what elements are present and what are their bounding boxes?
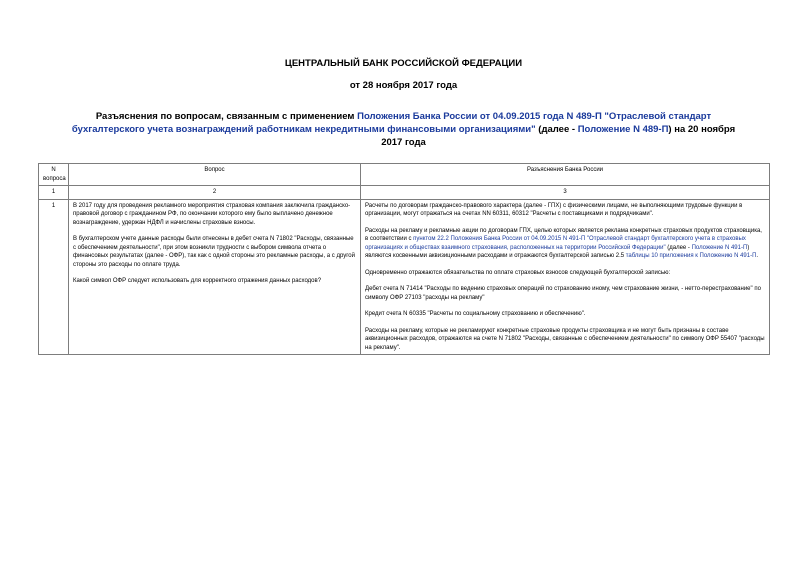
header-answer: Разъяснения Банка России	[361, 164, 770, 186]
question-paragraph: Какой символ ОФР следует использовать для корректного отражения данных расходов?	[73, 278, 322, 284]
table-10-link[interactable]: таблицы 10 приложения к Положению N 491-П	[625, 253, 757, 259]
table-index-row	[39, 186, 770, 200]
answer-paragraph	[365, 227, 765, 261]
answer-text: Расходы на рекламу и рекламные акции по договорам ГПХ, целью которых является реклама конкретных страховых продуктов страховщика, в соответствии с	[365, 227, 762, 242]
bank-name: ЦЕНТРАЛЬНЫЙ БАНК РОССИЙСКОЙ ФЕДЕРАЦИИ	[284, 58, 523, 69]
header-question: Вопрос	[69, 164, 361, 186]
question-paragraph: В 2017 году для проведения рекламного мероприятия страховая компания заключила гражданско-правовой договор с гражданином РФ, по окончании которого ему было выплачено денежное вознаграждение, удержан НДФЛ и начислены страховые взносы.	[73, 202, 351, 226]
answer-cell	[361, 199, 770, 355]
answer-text: ) являются косвенными аквизиционными расходами и отражаются бухгалтерской записью 2.5	[365, 244, 750, 259]
document-date: от 28 ноября 2017 года	[349, 80, 458, 91]
index-cell: 3	[361, 186, 770, 200]
index-cell: 2	[69, 186, 361, 200]
answer-text: .	[756, 253, 759, 259]
index-cell: 1	[39, 186, 69, 200]
regulation-489-short-link[interactable]: Положение N 489-П	[577, 124, 669, 135]
regulation-491-item-link[interactable]: пунктом 22.2 Положения Банка России от 04.09.2015 N 491-П "Отраслевой стандарт бухгалтерского учета в страховых организациях и обществах взаимного страхования, расположенных на территории Российской Федерации"	[365, 236, 746, 251]
regulation-489-link[interactable]: Положения Банка России от 04.09.2015 года N 489-П "Отраслевой стандарт бухгалтерского учета вознаграждений работникам некредитными финансовыми организациями"	[71, 111, 712, 135]
table-header-row	[39, 164, 770, 186]
answer-paragraph: Кредит счета N 60335 "Расчеты по социальному страхованию и обеспечению".	[365, 311, 586, 317]
title-suffix: ) на 20 ноября 2017 года	[381, 124, 736, 148]
answer-paragraph: Расходы на рекламу, которые не рекламируют конкретные страховые продукты страховщика и не могут быть признаны в составе аквизиционных расходов, отражаются на счете N 71802 "Расходы, связанные с обеспечением деятельности" по символу ОФР 55407 "расходы на рекламу".	[365, 327, 765, 351]
row-number: 1	[39, 199, 69, 355]
answer-text: (далее -	[665, 244, 692, 251]
clarifications-table	[38, 163, 770, 355]
answer-paragraph: Расчеты по договорам гражданско-правового характера (далее - ГПХ) с физическими лицами, не выполняющими трудовые функции в организации, могут отражаться на счетах NN 60311, 60312 "Расчеты с поставщиками и подрядчиками".	[365, 202, 743, 217]
answer-paragraph: Одновременно отражаются обязательства по оплате страховых взносов следующей бухгалтерской записью:	[365, 269, 671, 276]
title-mid: (далее -	[535, 124, 578, 135]
title-prefix: Разъяснения по вопросам, связанным с применением	[95, 111, 358, 122]
question-paragraph: В бухгалтерском учете данные расходы были отнесены в дебет счета N 71802 "Расходы, связанные с обеспечением деятельности", при этом возникли трудности с выбором символа отчета о финансовых результатах (далее - ОФР), так как с одной стороны это рекламные расходы, а с другой стороны это расходы по оплате труда.	[73, 236, 355, 268]
answer-paragraph: Дебет счета N 71414 "Расходы по ведению страховых операций по страхованию иному, чем страхование жизни, - нетто-перестрахование" по символу ОФР 27103 "расходы на рекламу"	[365, 286, 761, 301]
table-row	[39, 199, 770, 355]
regulation-491-short-link[interactable]: Положение N 491-П	[691, 244, 748, 251]
document-title	[60, 110, 747, 149]
question-cell	[69, 199, 361, 355]
header-number: N вопроса	[39, 164, 69, 186]
